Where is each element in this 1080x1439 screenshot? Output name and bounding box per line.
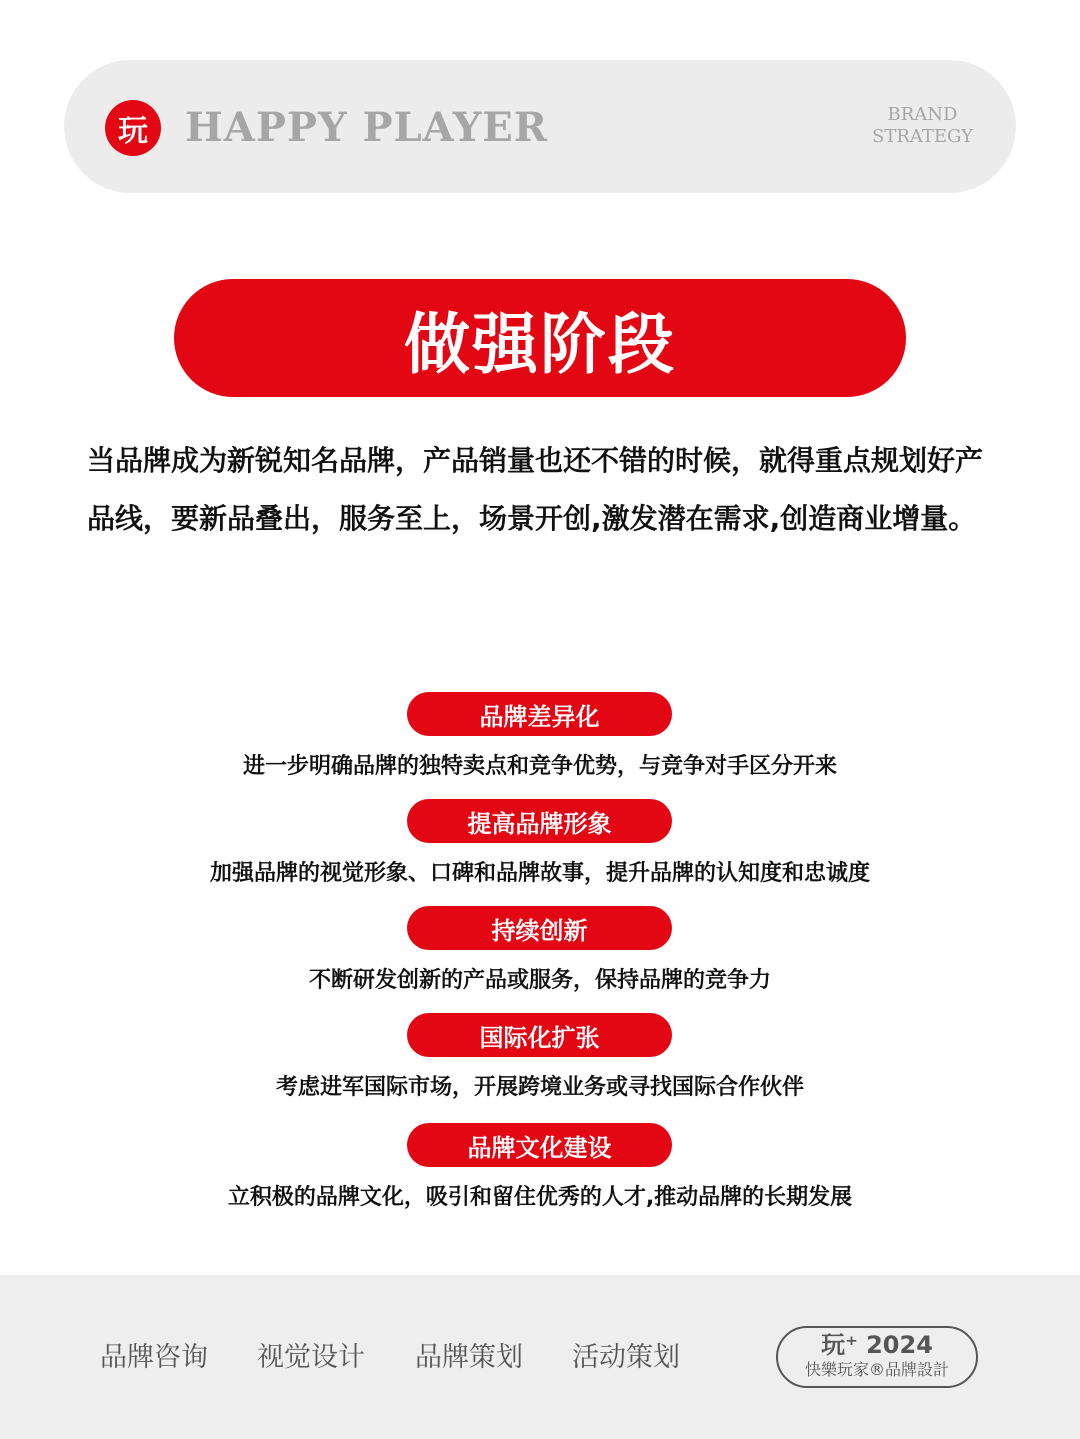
brand-name: HAPPY PLAYER xyxy=(185,104,548,151)
footer-link-brand-planning[interactable]: 品牌策划 xyxy=(415,1342,523,1373)
tagline-line1: BRAND xyxy=(887,104,958,125)
feature-desc-image: 加强品牌的视觉形象、口碑和品牌故事，提升品牌的认知度和忠诚度 xyxy=(209,861,870,886)
footer-link-event-planning[interactable]: 活动策划 xyxy=(572,1342,680,1373)
footer-badge xyxy=(776,1326,978,1388)
logo-glyph: 玩 xyxy=(118,114,148,149)
brand-tagline xyxy=(850,104,995,148)
feature-title-differentiation: 品牌差异化 xyxy=(407,692,672,736)
feature-title-international: 国际化扩张 xyxy=(407,1013,672,1057)
page-title-banner xyxy=(174,279,906,397)
page-title: 做强阶段 xyxy=(404,305,676,383)
feature-desc-international: 考虑进军国际市场，开展跨境业务或寻找国际合作伙伴 xyxy=(275,1075,804,1100)
feature-desc-differentiation: 进一步明确品牌的独特卖点和竞争优势，与竞争对手区分开来 xyxy=(242,754,837,779)
footer-link-consulting[interactable]: 品牌咨询 xyxy=(100,1342,208,1373)
brand-logo-icon xyxy=(105,100,161,156)
badge-year: 玩⁺ 2024 xyxy=(821,1331,933,1359)
badge-company: 快樂玩家®品牌設計 xyxy=(804,1360,949,1379)
feature-desc-culture: 立积极的品牌文化，吸引和留住优秀的人才,推动品牌的长期发展 xyxy=(227,1185,853,1210)
feature-desc-innovation: 不断研发创新的产品或服务，保持品牌的竞争力 xyxy=(308,968,771,993)
feature-title-innovation: 持续创新 xyxy=(407,906,672,950)
tagline-line2: STRATEGY xyxy=(872,126,973,147)
footer-link-visual-design[interactable]: 视觉设计 xyxy=(257,1342,365,1373)
feature-title-culture: 品牌文化建设 xyxy=(407,1123,672,1167)
intro-paragraph: 当品牌成为新锐知名品牌，产品销量也还不错的时候，就得重点规划好产品线，要新品叠出，服务至上，场景开创,激发潜在需求,创造商业增量。 xyxy=(87,444,984,535)
feature-title-image: 提高品牌形象 xyxy=(407,799,672,843)
